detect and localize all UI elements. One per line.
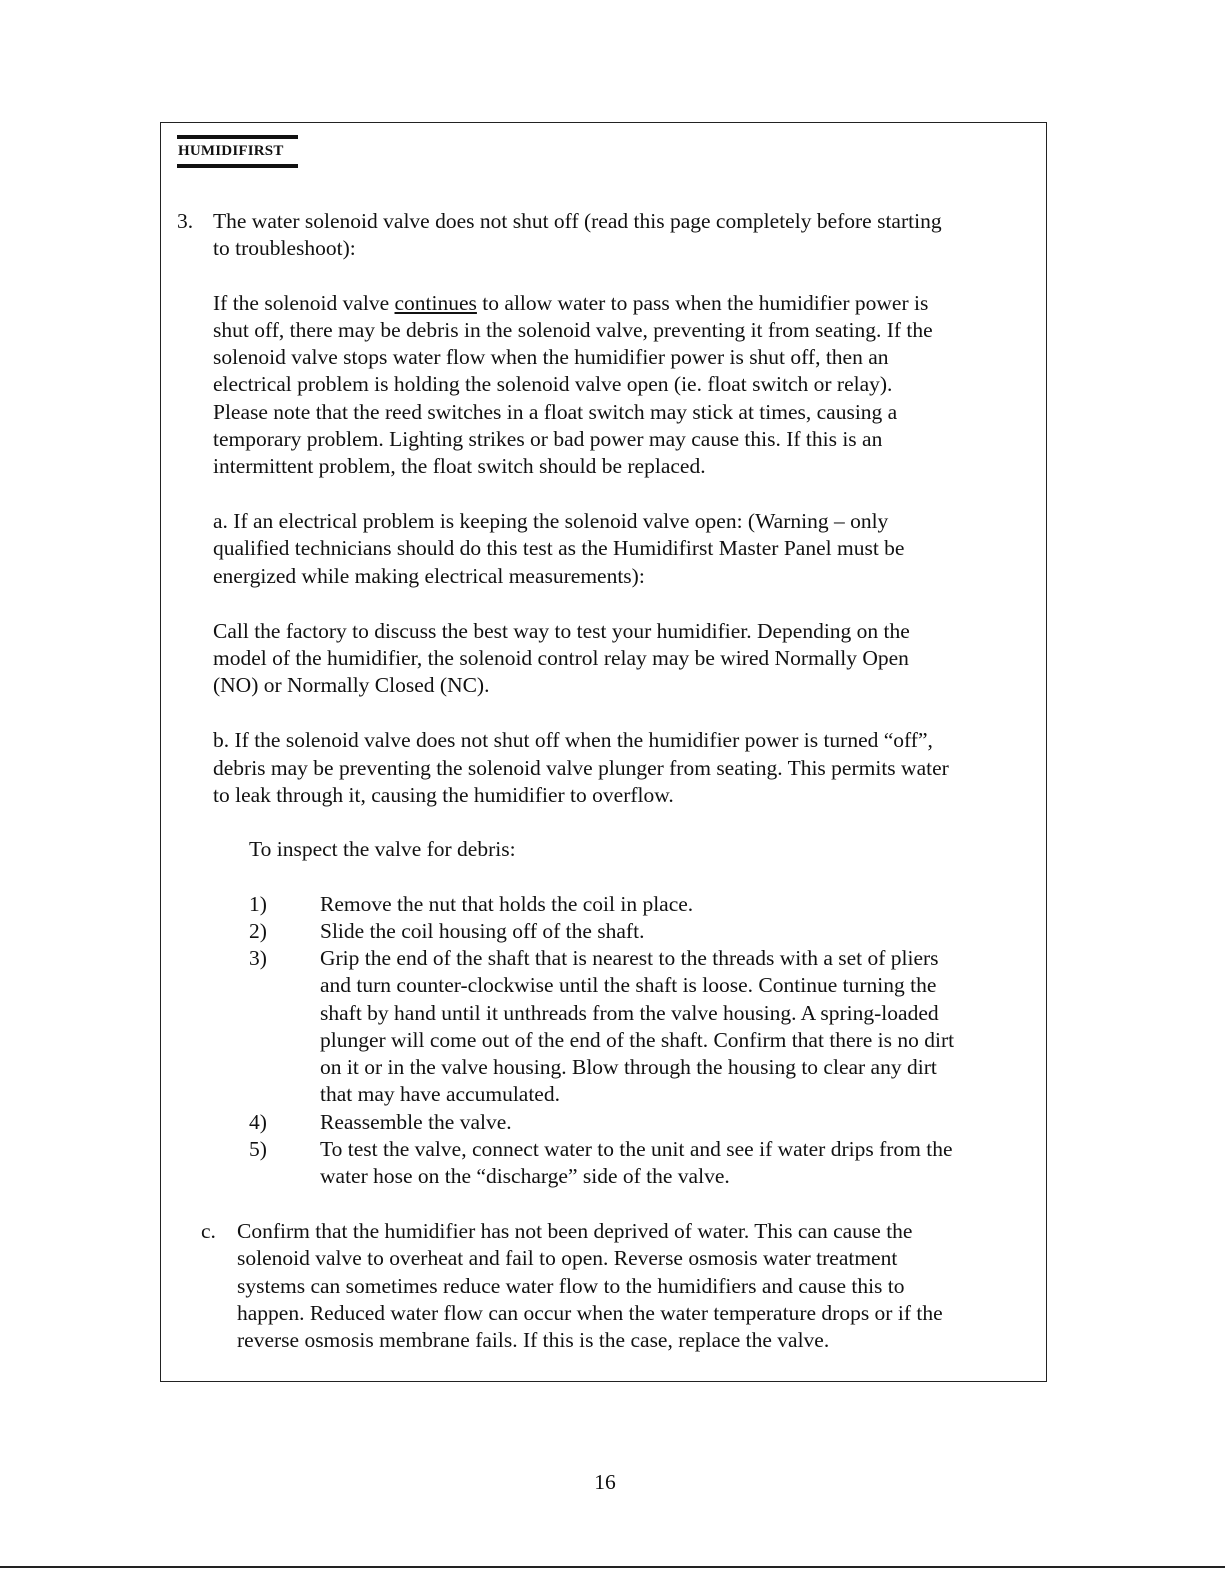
section-c-label: c.: [201, 1219, 216, 1243]
section-b-line: to leak through it, causing the humidifier to overflow.: [213, 783, 674, 807]
inspect-heading: To inspect the valve for debris:: [249, 837, 516, 861]
step-text: Slide the coil housing off of the shaft.: [320, 919, 645, 943]
step-text: Grip the end of the shaft that is nearest to the threads with a set of pliers: [320, 946, 939, 970]
intro-line: temporary problem. Lighting strikes or bad power may cause this. If this is an: [213, 427, 883, 451]
step-text: plunger will come out of the end of the shaft. Confirm that there is no dirt: [320, 1028, 955, 1052]
step-text: Reassemble the valve.: [320, 1110, 512, 1134]
page-number: 16: [594, 1470, 616, 1494]
section-b-line: debris may be preventing the solenoid valve plunger from seating. This permits water: [213, 756, 949, 780]
step-text: and turn counter-clockwise until the shaft is loose. Continue turning the: [320, 973, 937, 997]
step-number: 4): [249, 1110, 267, 1134]
section-a-line: a. If an electrical problem is keeping the solenoid valve open: (Warning – only: [213, 509, 889, 533]
step-number: 5): [249, 1137, 267, 1161]
intro-line: solenoid valve stops water flow when the humidifier power is shut off, then an: [213, 345, 889, 369]
intro-text: to allow water to pass when the humidifier power is: [476, 291, 929, 315]
step-number: 2): [249, 919, 267, 943]
humidifirst-logo: HUMIDIFIRST: [177, 135, 298, 168]
step-text: that may have accumulated.: [320, 1082, 560, 1106]
section-c-line: reverse osmosis membrane fails. If this is the case, replace the valve.: [237, 1328, 830, 1352]
intro-line: electrical problem is holding the solenoid valve open (ie. float switch or relay).: [213, 372, 893, 396]
step-text: shaft by hand until it unthreads from the valve housing. A spring-loaded: [320, 1001, 939, 1025]
intro-first-line: [213, 290, 928, 317]
intro-line: shut off, there may be debris in the solenoid valve, preventing it from seating. If the: [213, 318, 933, 342]
item-title-line: to troubleshoot):: [213, 236, 356, 260]
step-number: 3): [249, 946, 267, 970]
step-text: water hose on the “discharge” side of the valve.: [320, 1164, 730, 1188]
item-title-line: The water solenoid valve does not shut off (read this page completely before starting: [213, 209, 942, 233]
section-c-line: happen. Reduced water flow can occur when the water temperature drops or if the: [237, 1301, 943, 1325]
section-a-call-line: Call the factory to discuss the best way to test your humidifier. Depending on the: [213, 619, 910, 643]
step-number: 1): [249, 892, 267, 916]
section-a-line: qualified technicians should do this test as the Humidifirst Master Panel must be: [213, 536, 905, 560]
item-number: 3.: [177, 209, 194, 233]
section-c-line: solenoid valve to overheat and fail to open. Reverse osmosis water treatment: [237, 1246, 898, 1270]
bottom-divider: [0, 1566, 1225, 1568]
section-c-line: Confirm that the humidifier has not been deprived of water. This can cause the: [237, 1219, 913, 1243]
intro-line: intermittent problem, the float switch should be replaced.: [213, 454, 706, 478]
intro-text: If the solenoid valve: [213, 291, 395, 315]
intro-line: Please note that the reed switches in a float switch may stick at times, causing a: [213, 400, 898, 424]
section-c-line: systems can sometimes reduce water flow to the humidifiers and cause this to: [237, 1274, 905, 1298]
emphasis-continues: continues: [394, 291, 477, 315]
step-text: Remove the nut that holds the coil in place.: [320, 892, 694, 916]
section-a-call-line: (NO) or Normally Closed (NC).: [213, 673, 490, 697]
section-b-line: b. If the solenoid valve does not shut off when the humidifier power is turned “off”,: [213, 728, 933, 752]
step-text: To test the valve, connect water to the unit and see if water drips from the: [320, 1137, 953, 1161]
section-a-call-line: model of the humidifier, the solenoid control relay may be wired Normally Open: [213, 646, 909, 670]
section-a-line: energized while making electrical measurements):: [213, 564, 645, 588]
step-text: on it or in the valve housing. Blow through the housing to clear any dirt: [320, 1055, 937, 1079]
